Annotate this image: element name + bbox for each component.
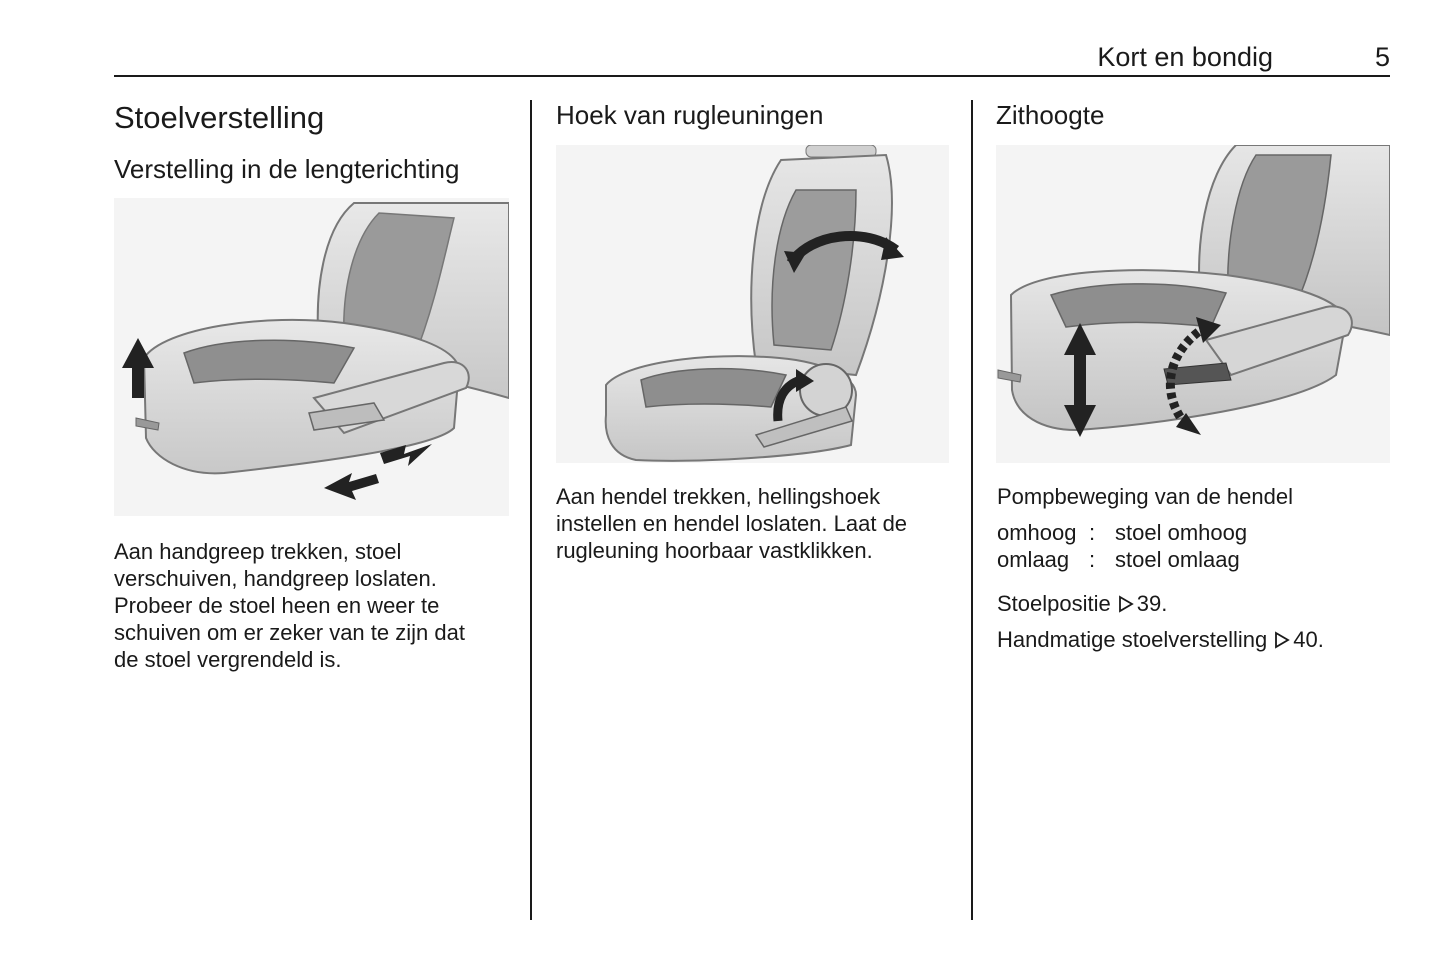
- column-divider: [530, 100, 532, 920]
- header-rule: [114, 75, 1390, 77]
- definition-separator: :: [1089, 547, 1096, 572]
- definition-description: stoel omhoog: [1115, 520, 1248, 545]
- backrest-angle-figure: [556, 145, 949, 463]
- subsection-title: Hoek van rugleuningen: [556, 100, 824, 130]
- reference-arrow-icon: [1273, 631, 1291, 649]
- cross-reference[interactable]: [997, 590, 1387, 617]
- cross-reference[interactable]: [997, 626, 1387, 653]
- reference-page: 39.: [1136, 591, 1168, 616]
- definition-separator: :: [1089, 520, 1096, 545]
- definition-term: omhoog: [997, 520, 1077, 545]
- section-title: Stoelverstelling: [114, 100, 325, 135]
- page-number: 5: [1374, 42, 1390, 72]
- text-line: rugleuning hoorbaar vastklikken.: [556, 538, 873, 563]
- text-line: instellen en hendel loslaten. Laat de: [556, 511, 908, 536]
- definition-description: stoel omlaag: [1115, 547, 1240, 572]
- text-line: de stoel vergrendeld is.: [114, 647, 342, 672]
- definition-term: omlaag: [997, 547, 1070, 572]
- reference-arrow-icon: [1117, 595, 1135, 613]
- text-line: schuiven om er zeker van te zijn dat: [114, 620, 465, 645]
- reference-label: Stoelpositie: [997, 591, 1111, 616]
- running-header-title: Kort en bondig: [1097, 42, 1273, 72]
- text-line: Probeer de stoel heen en weer te: [114, 593, 440, 618]
- seat-longitudinal-figure: [114, 198, 509, 516]
- col3-content: [997, 483, 1387, 653]
- col1-instructions: [114, 538, 514, 673]
- column-divider: [971, 100, 973, 920]
- subsection-title: Zithoogte: [996, 100, 1105, 130]
- subsection-title: Verstelling in de lengterichting: [114, 154, 460, 184]
- text-line: Aan handgreep trekken, stoel: [114, 539, 402, 564]
- pump-intro: Pompbeweging van de hendel: [997, 484, 1294, 509]
- definition-row-down: [997, 546, 1387, 573]
- definition-row-up: [997, 519, 1387, 546]
- text-line: verschuiven, handgreep loslaten.: [114, 566, 437, 591]
- col2-instructions: [556, 483, 956, 564]
- reference-label: Handmatige stoelverstelling: [997, 627, 1268, 652]
- reference-page: 40.: [1293, 627, 1324, 652]
- text-line: Aan hendel trekken, hellingshoek: [556, 484, 881, 509]
- seat-height-figure: [996, 145, 1390, 463]
